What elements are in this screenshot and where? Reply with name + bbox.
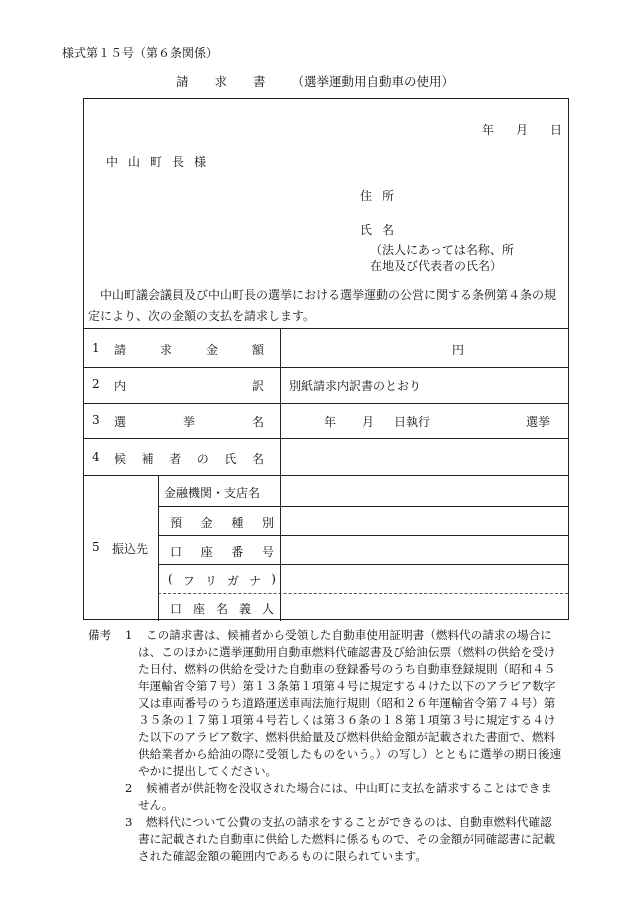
furigana-label: ( フ リ ガ ナ ) — [168, 572, 276, 588]
remark-2-number: 2 — [125, 781, 133, 795]
row-2-number: 2 — [92, 377, 100, 391]
address-label: 住所 — [360, 189, 405, 203]
addressee: 中山町長様 — [106, 155, 217, 169]
remark-3-number: 3 — [125, 815, 133, 829]
row-1-label: 請 求 金 額 — [114, 343, 264, 357]
remark-3-line: 燃料代について公費の支払の請求をすることができるのは、自動車燃料代確認 — [146, 815, 552, 829]
account-holder-label: 口 座 名 義 人 — [170, 602, 274, 616]
account-number-label: 口 座 番 号 — [170, 545, 274, 559]
remark-1-line: た以下のアラビア数字、燃料供給量及び燃料供給金額が記載された書面で、燃料 — [138, 730, 556, 744]
remark-2-line: 候補者が供託物を没収された場合には、中山町に支払を請求することはできま — [146, 781, 552, 795]
row-4-number: 4 — [92, 450, 100, 464]
remark-1-line: 年運輸省令第７号）第１３条第１項第４号に規定する４けた以下のアラビア数字 — [138, 679, 556, 693]
remark-1-line: は、このほかに選挙運動用自動車燃料代確認書及び給油伝票（燃料の供給を受け — [138, 645, 556, 659]
remark-1-line: この請求書は、候補者から受領した自動車使用証明書（燃料代の請求の場合に — [146, 628, 552, 642]
title-main: 請求書 — [175, 74, 292, 89]
bank-branch-label: 金融機関・支店名 — [164, 486, 261, 500]
body-line-2: 定により、次の金額の支払を請求します。 — [88, 309, 316, 323]
remarks-heading: 備考 — [88, 628, 112, 642]
form-frame — [83, 98, 569, 620]
body-line-1: 中山町議会議員及び中山町長の選挙における選挙運動の公営に関する条例第４条の規 — [100, 288, 557, 302]
row-1-value: 円 — [452, 343, 465, 357]
remark-1-line: 又は車両番号のうち道路運送車両法施行規則（昭和２６年運輸省令第７４号）第 — [138, 696, 556, 710]
row-2-value: 別紙請求内訳書のとおり — [289, 379, 422, 393]
row-3-number: 3 — [92, 413, 100, 427]
remark-1-line: ３５条の１７第１項第４号若しくは第３６条の１８第１項第３号に規定する４け — [138, 713, 556, 727]
row-3-election: 選挙 — [526, 415, 551, 429]
remark-1-number: 1 — [125, 628, 133, 642]
row-3-label: 選 挙 名 — [114, 415, 264, 429]
row-2-label: 内 訳 — [114, 379, 264, 393]
corp-note-1: （法人にあっては名称、所 — [370, 243, 514, 257]
deposit-type-label: 預 金 種 別 — [170, 516, 274, 530]
row-3-year: 年 — [324, 415, 337, 429]
remark-3-line: 書に記載された自動車に供給した燃料に係るもので、その金額が同確認書に記載 — [138, 832, 556, 846]
document-title — [0, 72, 630, 90]
row-4-label: 候 補 者 の 氏 名 — [114, 452, 264, 466]
remark-1-line: 供給業者から給油の際に受領したものをいう。）の写し）とともに選挙の期日後速 — [138, 747, 562, 761]
title-sub: （選挙運動用自動車の使用） — [291, 74, 455, 89]
date-year: 年 — [482, 123, 495, 137]
name-label: 氏名 — [360, 223, 405, 237]
row-3-month: 月 — [362, 415, 375, 429]
remark-2-line: せん。 — [138, 798, 174, 812]
corp-note-2: 在地及び代表者の氏名） — [370, 259, 503, 273]
date-month: 月 — [516, 123, 529, 137]
transfer-number: 5 — [92, 540, 100, 554]
remark-3-line: された確認金額の範囲内であるものに限られています。 — [138, 849, 427, 863]
row-3-exec: 日執行 — [394, 415, 431, 429]
remark-1-line: やかに提出してください。 — [138, 764, 278, 778]
remark-1-line: た日付、燃料の供給を受けた自動車の登録番号のうち自動車登録規則（昭和４５ — [138, 662, 556, 676]
row-1-number: 1 — [92, 341, 100, 355]
date-day: 日 — [550, 123, 563, 137]
transfer-label: 振込先 — [112, 542, 149, 556]
form-number: 様式第１５号（第６条関係） — [62, 46, 219, 60]
